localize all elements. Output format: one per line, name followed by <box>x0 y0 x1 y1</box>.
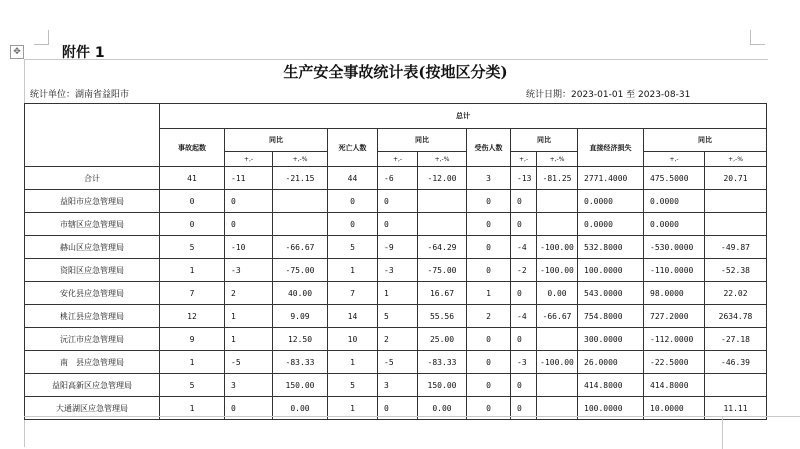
header-yoy-accidents: 同比 <box>225 129 328 152</box>
value-cell: 532.8000 <box>578 236 644 259</box>
value-cell: -3 <box>378 259 418 282</box>
subheader-change: +,- <box>644 152 705 167</box>
value-cell: 414.8000 <box>644 374 705 397</box>
value-cell: 150.00 <box>273 374 328 397</box>
value-cell: 727.2000 <box>644 305 705 328</box>
value-cell: -100.00 <box>537 259 578 282</box>
value-cell: 0 <box>328 213 378 236</box>
table-row <box>25 213 767 236</box>
subheader-change-percent: +,-% <box>418 152 467 167</box>
document-title: 生产安全事故统计表(按地区分类) <box>283 63 508 81</box>
header-economic-loss: 直接经济损失 <box>578 129 644 167</box>
value-cell <box>537 213 578 236</box>
value-cell: 414.8000 <box>578 374 644 397</box>
value-cell: 0 <box>511 213 537 236</box>
region-cell: 益阳市应急管理局 <box>25 190 160 213</box>
value-cell: 1 <box>328 397 378 420</box>
value-cell: 20.71 <box>705 167 767 190</box>
region-cell: 桃江县应急管理局 <box>25 305 160 328</box>
table-row <box>25 328 767 351</box>
header-yoy-deaths: 同比 <box>378 129 467 152</box>
value-cell: 7 <box>328 282 378 305</box>
value-cell: 0.0000 <box>578 213 644 236</box>
value-cell: 3 <box>378 374 418 397</box>
value-cell: 0.0000 <box>578 190 644 213</box>
value-cell: 3 <box>225 374 273 397</box>
value-cell: -3 <box>225 259 273 282</box>
value-cell: 0 <box>511 328 537 351</box>
value-cell: 0 <box>511 397 537 420</box>
value-cell: 0.00 <box>273 397 328 420</box>
value-cell: 0 <box>467 190 511 213</box>
table-row <box>25 374 767 397</box>
statistics-table-wrap <box>24 103 767 420</box>
value-cell: -75.00 <box>273 259 328 282</box>
value-cell: 0 <box>160 213 225 236</box>
value-cell: -110.0000 <box>644 259 705 282</box>
value-cell: 0 <box>511 190 537 213</box>
value-cell <box>705 190 767 213</box>
page-corner-mark <box>34 30 49 45</box>
value-cell: -100.00 <box>537 351 578 374</box>
value-cell <box>418 213 467 236</box>
region-cell: 沅江市应急管理局 <box>25 328 160 351</box>
value-cell <box>705 213 767 236</box>
value-cell: 55.56 <box>418 305 467 328</box>
value-cell: 0 <box>225 213 273 236</box>
region-header-cell <box>25 104 160 167</box>
value-cell: -4 <box>511 305 537 328</box>
value-cell: 754.8000 <box>578 305 644 328</box>
value-cell: 0 <box>467 374 511 397</box>
value-cell: 0 <box>378 190 418 213</box>
region-cell: 南 县应急管理局 <box>25 351 160 374</box>
value-cell: 2 <box>225 282 273 305</box>
value-cell: -52.38 <box>705 259 767 282</box>
value-cell <box>537 328 578 351</box>
value-cell: 9.09 <box>273 305 328 328</box>
page-corner-mark <box>750 30 765 45</box>
statistics-date: 统计日期：2023-01-01 至 2023-08-31 <box>526 90 691 100</box>
value-cell: -66.67 <box>273 236 328 259</box>
value-cell: 0.00 <box>537 282 578 305</box>
value-cell: 10 <box>328 328 378 351</box>
subheader-change-percent: +,-% <box>537 152 578 167</box>
header-yoy-injured: 同比 <box>511 129 578 152</box>
value-cell: -530.0000 <box>644 236 705 259</box>
region-cell: 合计 <box>25 167 160 190</box>
region-cell: 益阳高新区应急管理局 <box>25 374 160 397</box>
value-cell: 0.0000 <box>644 213 705 236</box>
header-yoy-loss: 同比 <box>644 129 767 152</box>
value-cell: 475.5000 <box>644 167 705 190</box>
value-cell: 100.0000 <box>578 259 644 282</box>
value-cell: 0 <box>467 236 511 259</box>
value-cell: 41 <box>160 167 225 190</box>
value-cell: 0 <box>378 213 418 236</box>
value-cell: -49.87 <box>705 236 767 259</box>
value-cell: 1 <box>378 282 418 305</box>
value-cell: -64.29 <box>418 236 467 259</box>
value-cell: 10.0000 <box>644 397 705 420</box>
value-cell: -2 <box>511 259 537 282</box>
value-cell: 26.0000 <box>578 351 644 374</box>
value-cell: -22.5000 <box>644 351 705 374</box>
value-cell: 1 <box>467 282 511 305</box>
value-cell: -27.18 <box>705 328 767 351</box>
table-row <box>25 351 767 374</box>
value-cell: -83.33 <box>418 351 467 374</box>
table-row <box>25 305 767 328</box>
value-cell: 0 <box>467 328 511 351</box>
value-cell: 100.0000 <box>578 397 644 420</box>
value-cell: -83.33 <box>273 351 328 374</box>
value-cell: 1 <box>160 351 225 374</box>
value-cell: 300.0000 <box>578 328 644 351</box>
value-cell: 0 <box>225 190 273 213</box>
header-deaths: 死亡人数 <box>328 129 378 167</box>
value-cell: -66.67 <box>537 305 578 328</box>
value-cell: 12 <box>160 305 225 328</box>
value-cell: 12.50 <box>273 328 328 351</box>
value-cell: -100.00 <box>537 236 578 259</box>
value-cell: 0.00 <box>418 397 467 420</box>
value-cell: 0 <box>511 282 537 305</box>
value-cell: 0 <box>160 190 225 213</box>
value-cell: 11.11 <box>705 397 767 420</box>
region-cell: 资阳区应急管理局 <box>25 259 160 282</box>
value-cell: 0 <box>511 374 537 397</box>
value-cell: 98.0000 <box>644 282 705 305</box>
header-injured: 受伤人数 <box>467 129 511 167</box>
total-header: 总计 <box>160 104 767 129</box>
table-move-handle-icon[interactable]: ✥ <box>10 45 24 59</box>
value-cell: 2634.78 <box>705 305 767 328</box>
value-cell: 150.00 <box>418 374 467 397</box>
value-cell: 5 <box>160 374 225 397</box>
value-cell: 7 <box>160 282 225 305</box>
table-row <box>25 259 767 282</box>
value-cell <box>705 374 767 397</box>
value-cell: -12.00 <box>418 167 467 190</box>
subheader-change-percent: +,-% <box>273 152 328 167</box>
value-cell: -6 <box>378 167 418 190</box>
value-cell: 40.00 <box>273 282 328 305</box>
table-row <box>25 190 767 213</box>
value-cell <box>273 213 328 236</box>
value-cell: 543.0000 <box>578 282 644 305</box>
value-cell: 0 <box>225 397 273 420</box>
value-cell: 22.02 <box>705 282 767 305</box>
value-cell: -13 <box>511 167 537 190</box>
value-cell: 14 <box>328 305 378 328</box>
value-cell: 5 <box>328 374 378 397</box>
value-cell: -9 <box>378 236 418 259</box>
value-cell: 0 <box>467 397 511 420</box>
value-cell: -4 <box>511 236 537 259</box>
statistics-table <box>24 103 767 420</box>
value-cell: -3 <box>511 351 537 374</box>
region-cell: 赫山区应急管理局 <box>25 236 160 259</box>
value-cell: 0 <box>328 190 378 213</box>
value-cell <box>418 190 467 213</box>
value-cell: 2 <box>467 305 511 328</box>
table-row <box>25 236 767 259</box>
value-cell: 1 <box>160 397 225 420</box>
value-cell: 3 <box>467 167 511 190</box>
value-cell: -112.0000 <box>644 328 705 351</box>
value-cell: 44 <box>328 167 378 190</box>
value-cell: 1 <box>328 259 378 282</box>
value-cell: 5 <box>378 305 418 328</box>
value-cell <box>537 374 578 397</box>
value-cell: 1 <box>328 351 378 374</box>
table-row <box>25 282 767 305</box>
value-cell: -81.25 <box>537 167 578 190</box>
page-bottom-line <box>24 416 800 417</box>
subheader-change-percent: +,-% <box>705 152 767 167</box>
region-cell: 大通湖区应急管理局 <box>25 397 160 420</box>
value-cell: 9 <box>160 328 225 351</box>
subheader-change: +,- <box>511 152 537 167</box>
value-cell: -10 <box>225 236 273 259</box>
value-cell: 2 <box>378 328 418 351</box>
region-cell: 市辖区应急管理局 <box>25 213 160 236</box>
value-cell <box>537 190 578 213</box>
subheader-change: +,- <box>225 152 273 167</box>
value-cell: -11 <box>225 167 273 190</box>
value-cell: 5 <box>328 236 378 259</box>
value-cell: 0 <box>467 259 511 282</box>
statistics-unit: 统计单位：湖南省益阳市 <box>30 90 130 100</box>
value-cell: 0 <box>467 213 511 236</box>
value-cell: -5 <box>378 351 418 374</box>
value-cell: 5 <box>160 236 225 259</box>
value-cell: -21.15 <box>273 167 328 190</box>
value-cell: 0 <box>378 397 418 420</box>
value-cell: -75.00 <box>418 259 467 282</box>
subheader-change: +,- <box>378 152 418 167</box>
header-accidents: 事故起数 <box>160 129 225 167</box>
value-cell: 0.0000 <box>644 190 705 213</box>
value-cell: 16.67 <box>418 282 467 305</box>
attachment-label: 附件 1 <box>62 45 105 61</box>
page-bottom-divider <box>722 416 723 449</box>
region-cell: 安化县应急管理局 <box>25 282 160 305</box>
value-cell: 1 <box>225 328 273 351</box>
value-cell: 1 <box>225 305 273 328</box>
value-cell: 1 <box>160 259 225 282</box>
table-row <box>25 167 767 190</box>
value-cell <box>273 190 328 213</box>
value-cell: -5 <box>225 351 273 374</box>
value-cell: 0 <box>467 351 511 374</box>
value-cell: -46.39 <box>705 351 767 374</box>
value-cell: 2771.4000 <box>578 167 644 190</box>
value-cell: 25.00 <box>418 328 467 351</box>
